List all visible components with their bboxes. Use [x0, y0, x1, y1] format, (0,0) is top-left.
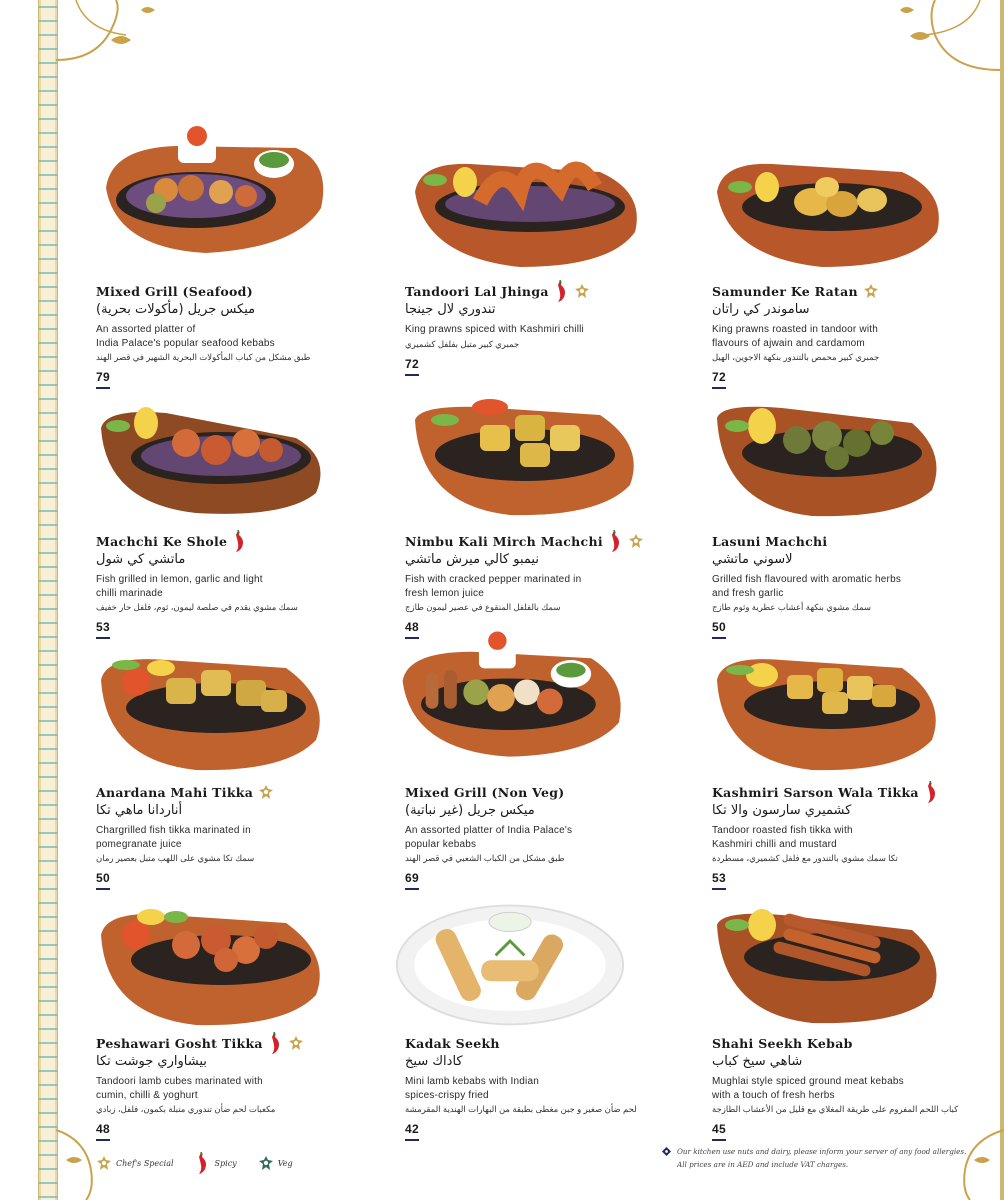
item-arabic-name: لاسوني ماتشي: [712, 552, 793, 567]
dish-photo: [712, 388, 942, 528]
chefs-special-icon: [575, 284, 589, 298]
item-description: Chargrilled fish tikka marinated in pomegranate juice: [96, 825, 251, 850]
item-description: Mughlai style spiced ground meat kebabs with a touch of fresh herbs: [712, 1076, 904, 1101]
dish-photo: [410, 385, 640, 525]
dish-photo: [712, 132, 942, 272]
chilli-icon: [925, 785, 939, 799]
item-arabic-description: جمبري كبير متبل بفلفل كشميري: [405, 338, 520, 349]
item-price: 48: [96, 1122, 110, 1136]
chilli-icon: [555, 284, 569, 298]
item-price: 72: [405, 356, 419, 371]
item-name: Nimbu Kali Mirch Machchi: [405, 533, 603, 549]
dish-photo: [395, 895, 625, 1035]
item-name: Lasuni Machchi: [712, 533, 828, 549]
vat-note: All prices are in AED and include VAT charges.: [677, 1159, 849, 1169]
legend-veg: Veg: [277, 1158, 293, 1168]
item-price: 42: [405, 1122, 419, 1136]
item-name: Kashmiri Sarson Wala Tikka: [712, 784, 919, 800]
item-arabic-name: بيشاواري جوشت تكا: [96, 1054, 207, 1069]
item-name: Tandoori Lal Jhinga: [405, 283, 549, 299]
menu-item: [405, 532, 670, 639]
menu-item: [405, 1034, 670, 1141]
item-name: Mixed Grill (Non Veg): [405, 784, 565, 800]
item-arabic-name: كشميري سارسون والا تكا: [712, 803, 852, 818]
item-description: King prawns spiced with Kashmiri chilli: [405, 324, 584, 335]
item-description: King prawns roasted in tandoor with flavours of ajwain and cardamom: [712, 324, 878, 349]
item-description: Grilled fish flavoured with aromatic herbs and fresh garlic: [712, 574, 902, 599]
item-arabic-description: مكعبات لحم ضأن تندوري متبلة بكمون، فلفل، زبادي: [96, 1104, 276, 1114]
allergy-note: Our kitchen use nuts and dairy, please inform your server of any food allergies.: [677, 1147, 967, 1156]
item-arabic-description: سمك مشوي بنكهة أعشاب عطرية وثوم طازج: [712, 602, 871, 612]
chilli-icon: [196, 1156, 210, 1170]
chilli-icon: [269, 1036, 283, 1050]
item-arabic-description: سمك بالفلفل المنقوع في عصير ليمون طازج: [405, 602, 561, 612]
item-arabic-description: جمبري كبير محمص بالتندور بنكهة الاجوين، الهيل: [712, 352, 880, 362]
chefs-special-icon: [629, 534, 643, 548]
footer-note: [662, 1147, 966, 1170]
item-price: 45: [712, 1122, 726, 1136]
item-price: 50: [96, 871, 110, 885]
item-arabic-description: كباب اللحم المفروم على طريقة المغلاي مع قليل من الأعشاب الطازجة: [712, 1104, 959, 1114]
legend: [97, 1156, 307, 1170]
item-name: Shahi Seekh Kebab: [712, 1035, 853, 1051]
item-arabic-description: طبق مشكل من الكباب الشعبي في قصر الهند: [405, 853, 565, 863]
item-description: Fish with cracked pepper marinated in fresh lemon juice: [405, 574, 582, 599]
item-name: Anardana Mahi Tikka: [96, 784, 254, 800]
menu-item: [405, 282, 670, 376]
veg-icon: [259, 1156, 273, 1170]
item-name: Peshawari Gosht Tikka: [96, 1035, 263, 1051]
item-price: 50: [712, 620, 726, 634]
item-price: 48: [405, 620, 419, 634]
item-arabic-name: ميكس جريل (غير نباتية): [405, 803, 535, 818]
dish-photo: [96, 895, 326, 1035]
item-price: 53: [96, 620, 110, 634]
item-description: Tandoor roasted fish tikka with Kashmiri chilli and mustard: [712, 825, 853, 850]
menu-item: [96, 532, 361, 639]
item-arabic-name: شاهي سيخ كباب: [712, 1054, 803, 1069]
chefs-special-icon: [259, 785, 273, 799]
menu-item: [405, 783, 670, 890]
menu-item: [96, 783, 361, 890]
chefs-special-icon: [289, 1036, 303, 1050]
chilli-icon: [609, 534, 623, 548]
item-description: Tandoori lamb cubes marinated with cumin, chilli & yoghurt: [96, 1076, 263, 1101]
item-arabic-description: لحم ضأن صغير و جبن مغطى بطبقة من البهارات الهندية المقرمشة: [405, 1104, 637, 1114]
item-name: Mixed Grill (Seafood): [96, 283, 253, 299]
item-price: 53: [712, 871, 726, 885]
item-arabic-name: كاداك سيخ: [405, 1054, 463, 1069]
item-arabic-name: نيمبو كالي ميرش ماتشي: [405, 552, 539, 567]
item-arabic-name: أناردانا ماهي تكا: [96, 803, 183, 818]
dish-photo: [96, 388, 326, 528]
dish-photo: [398, 625, 628, 765]
allergy-icon: [662, 1147, 671, 1160]
item-price: 72: [712, 370, 726, 384]
chilli-icon: [233, 534, 247, 548]
item-arabic-name: ساموندر كي راتان: [712, 302, 810, 317]
legend-spicy: Spicy: [214, 1158, 237, 1168]
menu-item: [712, 282, 977, 389]
item-price: 79: [96, 370, 110, 384]
item-description: Mini lamb kebabs with Indian spices-crispy fried: [405, 1076, 539, 1101]
dish-photo: [712, 640, 942, 780]
item-arabic-description: سمك تكا مشوي على اللهب متبل بعصير رمان: [96, 853, 255, 863]
menu-item: [96, 1034, 361, 1141]
item-arabic-name: ميكس جريل (مأكولات بحرية): [96, 302, 256, 317]
item-description: Fish grilled in lemon, garlic and light chilli marinade: [96, 574, 263, 599]
menu-item: [712, 783, 977, 890]
item-description: An assorted platter of India Palace's popular kebabs: [405, 825, 573, 850]
item-arabic-description: تكا سمك مشوي بالتندور مع فلفل كشميري، مسطردة: [712, 853, 898, 863]
menu-item: [712, 1034, 977, 1141]
legend-chefs-special: Chef's Special: [116, 1158, 174, 1168]
item-price: 69: [405, 871, 419, 885]
menu-item: [96, 282, 361, 389]
item-arabic-description: طبق مشكل من كباب المأكولات البحرية الشهير في قصر الهند: [96, 352, 311, 362]
item-arabic-name: ماتشي كي شول: [96, 552, 186, 567]
chefs-special-icon: [864, 284, 878, 298]
dish-photo: [96, 118, 326, 258]
dish-photo: [410, 132, 640, 272]
item-name: Kadak Seekh: [405, 1035, 500, 1051]
chefs-special-icon: [97, 1156, 111, 1170]
dish-photo: [96, 640, 326, 780]
dish-photo: [712, 895, 942, 1035]
item-arabic-name: تندوري لال جينجا: [405, 302, 496, 317]
item-arabic-description: سمك مشوي يقدم في صلصة ليمون، ثوم، فلفل حار خفيف: [96, 602, 298, 612]
item-name: Machchi Ke Shole: [96, 533, 228, 549]
item-description: An assorted platter of India Palace's popular seafood kebabs: [96, 324, 275, 349]
menu-item: [712, 532, 977, 639]
item-name: Samunder Ke Ratan: [712, 283, 858, 299]
